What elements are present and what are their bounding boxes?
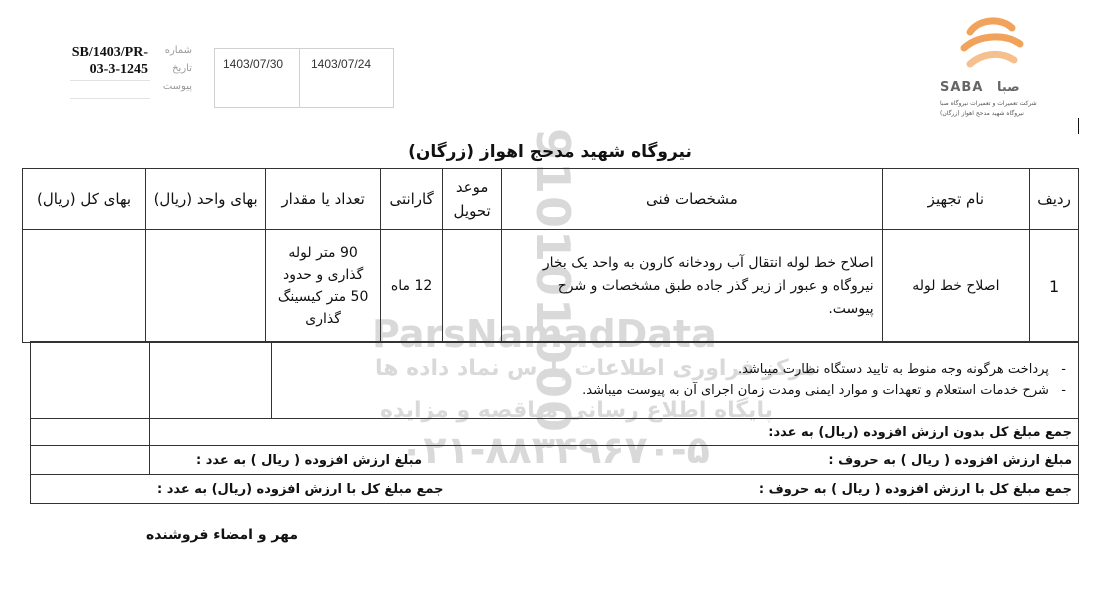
watermark-phone: ۰۲۱-۸۸۳۴۹۶۷۰-۵ xyxy=(400,428,710,472)
totals-table xyxy=(30,341,1079,504)
saba-logo-icon xyxy=(940,10,1050,82)
cell-row-number: 1 xyxy=(1030,230,1079,343)
sum-vat-words: جمع مبلغ کل با ارزش افزوده ( ریال ) به حروف : xyxy=(758,481,1072,497)
watermark-line2: پایگاه اطلاع رسانی مناقصه و مزایده xyxy=(380,398,773,423)
watermark-number: 910101000 xyxy=(526,128,580,435)
header-equipment: نام تجهیز xyxy=(882,169,1030,230)
header-qty: تعداد یا مقدار xyxy=(266,169,381,230)
header-underline xyxy=(70,98,150,99)
totals-row xyxy=(31,475,1079,504)
label-date: تاریخ xyxy=(172,63,192,74)
label-number: شماره xyxy=(164,45,192,56)
sum-vat-row-cell xyxy=(31,475,1079,504)
notes-empty-cell xyxy=(150,342,272,419)
header-warranty: گارانتی xyxy=(381,169,443,230)
notes-row xyxy=(31,342,1079,419)
header-delivery: موعد تحویل xyxy=(443,169,502,230)
cell-equipment: اصلاح خط لوله xyxy=(882,230,1030,343)
margin-mark xyxy=(1078,118,1079,134)
totals-empty-cell xyxy=(31,419,150,446)
totals-row xyxy=(31,446,1079,475)
watermark-line1: مرکز فراوری اطلاعات پارس نماد داده ها xyxy=(375,356,816,381)
totals-row xyxy=(31,419,1079,446)
notes-empty-cell xyxy=(31,342,150,419)
logo-subtitle-2: نیروگاه شهید مدحج اهواز (زرگان) xyxy=(940,110,1024,117)
header-spec: مشخصات فنی xyxy=(502,169,882,230)
document-number: SB/1403/PR-03-3-1245 xyxy=(71,45,148,77)
header-labels xyxy=(152,42,192,96)
logo-brand: SABA xyxy=(940,80,984,95)
vat-digits: مبلغ ارزش افزوده ( ریال ) به عدد : xyxy=(196,452,423,468)
totals-empty-cell xyxy=(31,446,150,475)
date-1: 1403/07/30 xyxy=(223,57,284,71)
cell-delivery xyxy=(443,230,502,343)
note-item: - شرح خدمات استعلام و تعهدات و موارد ایمنی ومدت زمان اجرای آن به پیوست میباشد. xyxy=(582,383,1066,398)
header-unit-price: بهای واحد (ریال) xyxy=(146,169,266,230)
sum-no-vat-digits: جمع مبلغ کل بدون ارزش افزوده (ریال) به عدد: xyxy=(150,419,1079,446)
table-row xyxy=(23,230,1079,343)
sum-vat-digits: جمع مبلغ کل با ارزش افزوده (ریال) به عدد : xyxy=(157,481,444,497)
logo-brand-fa: صبا xyxy=(996,80,1020,95)
note-item: - پرداخت هرگونه وجه منوط به تایید دستگاه نظارت میباشد. xyxy=(737,362,1066,377)
logo-subtitle-1: شرکت تعمیرات و تعمیرات نیروگاه صبا xyxy=(940,100,1037,107)
date-2: 1403/07/24 xyxy=(311,57,372,71)
label-attachment: پیوست xyxy=(162,81,192,92)
saba-logo xyxy=(940,10,1050,125)
header-row-number: ردیف xyxy=(1030,169,1079,230)
cell-warranty: 12 ماه xyxy=(381,230,443,343)
cell-qty: 90 متر لوله گذاری و حدود 50 متر کیسینگ گذاری xyxy=(266,230,381,343)
header-underline xyxy=(70,80,150,81)
header-total-price: بهای کل (ریال) xyxy=(23,169,146,230)
page-title: نیروگاه شهید مدحج اهواز (زرگان) xyxy=(408,142,692,162)
vat-row-cell xyxy=(150,446,1079,475)
cell-unit-price xyxy=(146,230,266,343)
items-table xyxy=(22,168,1079,343)
cell-spec: اصلاح خط لوله انتقال آب رودخانه کارون به واحد یک بخار نیروگاه و عبور از زیر گذر جاده طبق مشخصات و شرح پیوست. xyxy=(502,230,882,343)
notes-cell xyxy=(272,342,1079,419)
cell-total-price xyxy=(23,230,146,343)
date-box xyxy=(214,48,394,108)
watermark-brand: ParsNamadData xyxy=(372,312,717,356)
table-header-row xyxy=(23,169,1079,230)
vat-words: مبلغ ارزش افزوده ( ریال ) به حروف : xyxy=(828,452,1072,468)
seller-signature-label: مهر و امضاء فروشنده xyxy=(146,527,299,543)
